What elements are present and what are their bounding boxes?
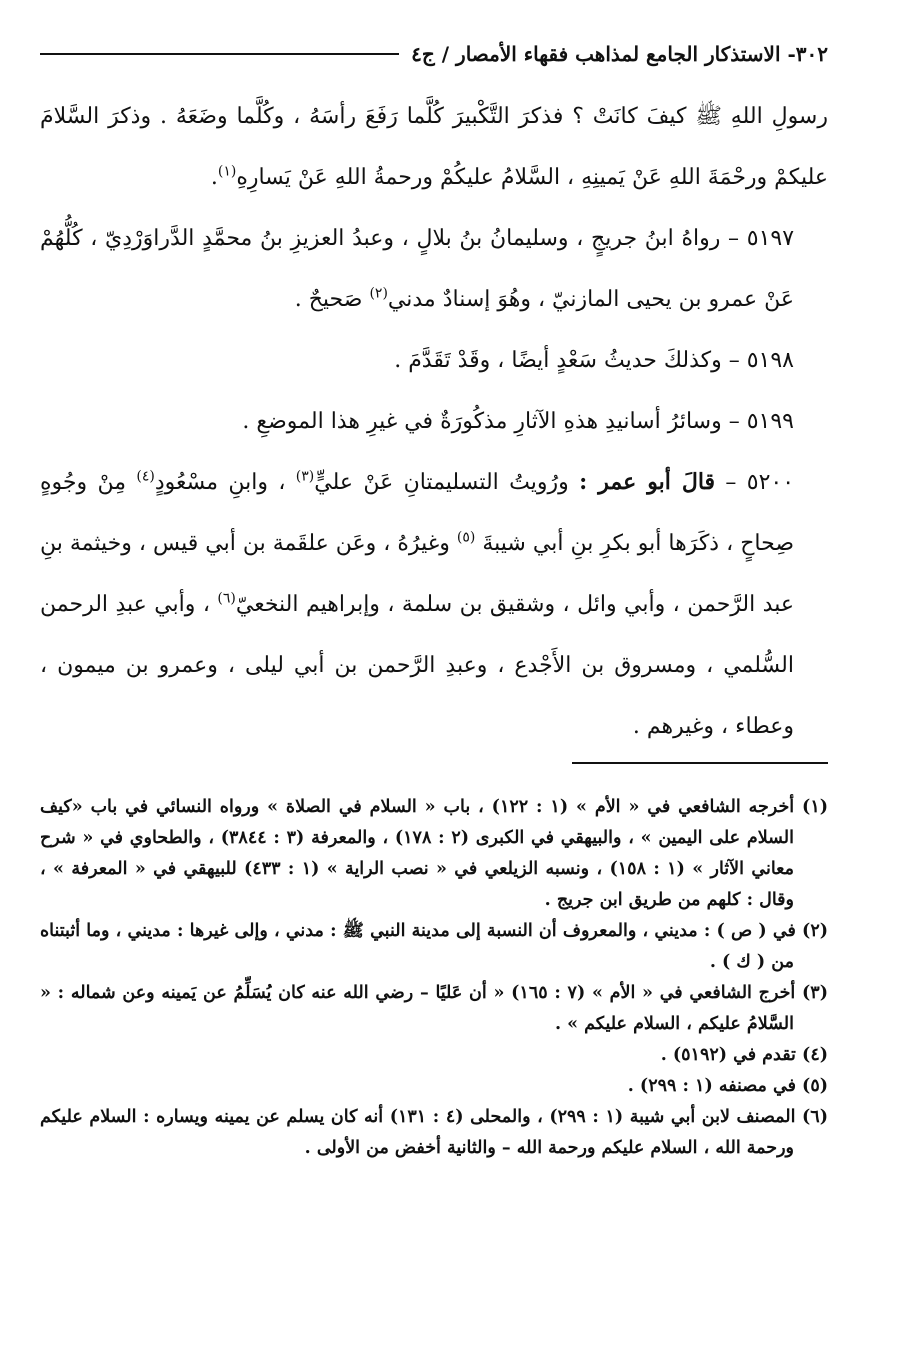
footnote-ref-2[interactable]: (٢) [369,285,388,302]
paragraph-end: . [210,165,218,190]
footnote-2: (٢) في ( ص ) : مديني ، والمعروف أن النسبة إلى مدينة النبي ﷺ : مدني ، وإلى غيرها : مديني ، وما أثبتناه من ( ك ) . [40,921,828,972]
footnotes [40,792,828,1164]
paragraph-text: وسائرُ أسانيدِ هذهِ الآثارِ مذكُورَةٌ في غيرِ هذا الموضعِ . [242,409,722,434]
paragraph-continuation [40,86,828,208]
footnote-5: (٥) في مصنفه (١ : ٢٩٩) . [627,1076,828,1096]
paragraph-text: صَحيحٌ . [294,287,363,312]
paragraph-text: رسولِ اللهِ ﷺ كيفَ كانَتْ ؟ فذكرَ التَّكْبيرَ كُلَّما رَفَعَ رأسَهُ ، وكُلَّما وضَعَهُ . وذكرَ السَّلامَ عليكمْ ورحْمَةَ اللهِ عَنْ يَمينِهِ ، السَّلامُ عليكُمْ ورحمةُ اللهِ عَنْ يَسارِهِ [40,104,828,190]
paragraph-text: ورُويتُ التسليمتانِ عَنْ عليٍّ [314,470,569,495]
paragraph-text: ، وأبي عبدِ الرحمن السُّلمي ، ومسروق بن الأَجْدع ، وعبدِ الرَّحمن بن أبي ليلى ، وعمرو بن ميمون ، وعطاء ، وغيرهم . [40,592,794,739]
paragraph-text: رواهُ ابنُ جريجٍ ، وسليمانُ بنُ بلالٍ ، وعبدُ العزيزِ بنُ محمَّدٍ الدَّراوَرْدِيّ ، كُلُّهُمْ عَنْ عمرو بن يحيى المازنيّ ، وهُوَ إسنادٌ مدني [40,226,794,312]
running-head-rule [40,53,399,55]
footnote-ref-5[interactable]: (٥) [456,529,476,546]
paragraph-5199 [40,391,828,452]
paragraph-text: مِنْ وجُوهٍ صِحاحٍ ، ذكَرَها أبو بكرِ بنِ أبي شيبةَ [40,470,794,556]
paragraph-text: وغيرُهُ ، وعَن علقَمة بن أبي قيس ، وخيثمة بنِ عبد الرَّحمن ، وأبي وائل ، وشقيق بن سلمة ، وإبراهيم النخعيّ [40,531,794,617]
paragraph-number: ٥٢٠٠ – [725,470,795,495]
footnote-6: (٦) المصنف لابن أبي شيبة (١ : ٢٩٩) ، والمحلى (٤ : ١٣١) أنه كان يسلم عن يمينه ويساره : السلام عليكم ورحمة الله ، السلام عليكم ورحمة الله – والثانية أخفض من الأولى . [40,1107,828,1158]
paragraph-5197 [40,208,828,330]
running-head [40,34,828,74]
paragraph-5198 [40,330,828,391]
main-text [40,86,828,757]
footnote-ref-1[interactable]: (١) [217,163,237,180]
footnote-ref-4[interactable]: (٤) [136,468,155,485]
paragraph-5200 [40,452,828,757]
paragraph-number: ٥١٩٨ – [728,348,794,373]
paragraph-number: ٥١٩٧ – [728,226,795,251]
paragraph-text: ، وابنِ مسْعُودٍ [154,470,286,495]
paragraph-lead: قالَ أبو عمر : [579,469,716,495]
footnote-ref-6[interactable]: (٦) [217,590,236,607]
footnote-1: (١) أخرجه الشافعي في « الأم » (١ : ١٢٢) ، باب « السلام في الصلاة » ورواه النسائي في باب «كيف السلام على اليمين » ، والبيهقي في الكبرى (٢ : ١٧٨) ، والمعرفة (٣ : ٣٨٤٤) ، والطحاوي في « شرح معاني الآثار » (١ : ١٥٨) ، ونسبه الزيلعي في « نصب الراية » (١ : ٤٣٣) للبيهقي في « المعرفة » ، وقال : كلهم من طريق ابن جريج . [40,797,828,910]
footnote-3: (٣) أخرج الشافعي في « الأم » (٧ : ١٦٥) « أن عَليًا – رضي الله عنه كان يُسَلِّمُ عن يَمينه وعن شماله : « السَّلامُ عليكم ، السلام عليكم » . [40,983,828,1034]
running-head-text: ٣٠٢- الاستذكار الجامع لمذاهب فقهاء الأمصار / ج٤ [411,42,828,66]
paragraph-number: ٥١٩٩ – [728,409,794,434]
footnote-separator [572,762,828,764]
footnote-4: (٤) تقدم في (٥١٩٢) . [660,1045,828,1065]
footnote-ref-3[interactable]: (٣) [295,468,315,485]
paragraph-text: وكذلكَ حديثُ سَعْدٍ أيضًا ، وقَدْ تَقَدَّمَ . [394,348,722,373]
